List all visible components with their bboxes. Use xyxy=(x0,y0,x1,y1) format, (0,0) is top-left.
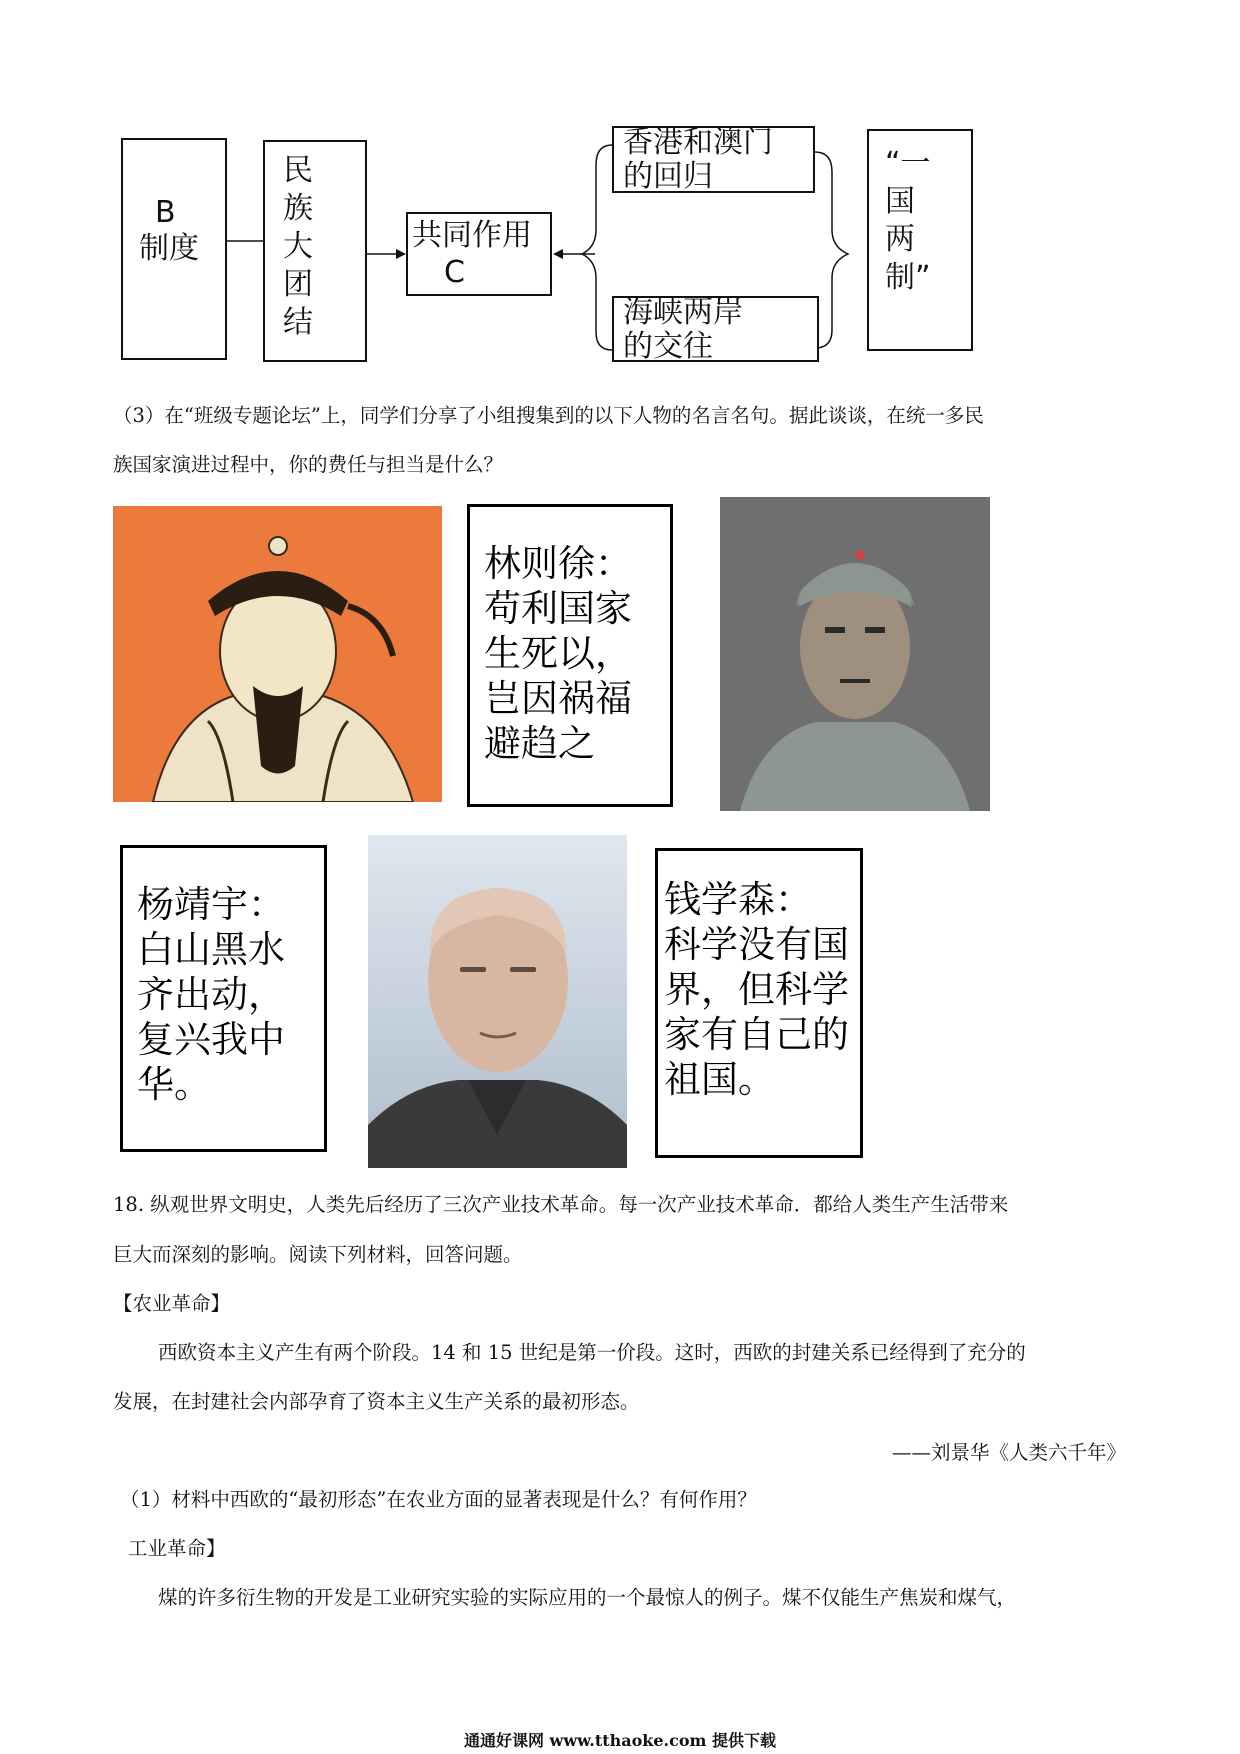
sub-question-1: （1）材料中西欧的“最初形态”在农业方面的显著表现是什么？有何作用？ xyxy=(120,1488,757,1511)
material-1-line-2: 发展，在封建社会内部孕育了资本主义生产关系的最初形态。 xyxy=(113,1390,640,1413)
quote-card-lin-zexu xyxy=(467,504,673,807)
box-cross-strait-exchange xyxy=(612,296,819,362)
box-hk-macau-return xyxy=(612,126,815,193)
quote-yang-line-5: 华。 xyxy=(137,1063,211,1106)
strait-line-1: 海峡两岸 xyxy=(623,295,743,330)
box-joint-label: 共同作用 xyxy=(412,218,532,253)
quote-qian-line-2: 科学没有国 xyxy=(664,923,849,966)
one-country-line-2: 国 xyxy=(885,184,915,219)
box-joint-effect xyxy=(406,212,552,296)
left-brace-icon xyxy=(582,145,612,350)
question-3-line-2: 族国家演进过程中，你的费任与担当是什么？ xyxy=(113,453,504,476)
heading-industrial-revolution: 工业革命】 xyxy=(128,1537,226,1560)
material-1-line-1: 西欧资本主义产生有两个阶段。14 和 15 世纪是第一价段。这时，西欧的封建关系已经得到了充分的 xyxy=(158,1341,1026,1364)
quote-lin-line-5: 避趋之 xyxy=(484,722,595,765)
one-country-line-1: “一 xyxy=(885,146,931,181)
one-country-line-4: 制” xyxy=(885,260,931,295)
quote-yang-line-3: 齐出动， xyxy=(137,973,285,1016)
question-18-line-1: 18. 纵观世界文明史，人类先后经历了三次产业技术革命。每一次产业技术革命．都给人类生产生活带来 xyxy=(113,1193,1009,1216)
quote-qian-line-5: 祖国。 xyxy=(664,1058,775,1101)
quote-card-yang-jingyu xyxy=(120,845,327,1152)
arrowhead-right-icon xyxy=(396,249,406,259)
question-3-line-1: （3）在“班级专题论坛”上，同学们分享了小组搜集到的以下人物的名言名句。据此谈谈，在统一多民 xyxy=(113,404,984,427)
material-1-source: ——刘景华《人类六千年》 xyxy=(891,1441,1126,1464)
material-2-line-1: 煤的许多衍生物的开发是工业研究实验的实际应用的一个最惊人的例子。煤不仅能生产焦炭和煤气， xyxy=(158,1586,1017,1609)
box-joint-c: C xyxy=(444,255,465,290)
heading-agricultural-revolution: 【农业革命】 xyxy=(113,1292,231,1315)
box-unity-label: 民族大团结 xyxy=(283,153,313,340)
portrait-lin-zexu xyxy=(113,506,442,802)
quote-qian-line-3: 界，但科学 xyxy=(664,968,849,1011)
quote-qian-line-4: 家有自己的 xyxy=(664,1013,849,1056)
portrait-qian-xuesen xyxy=(368,835,627,1168)
box-b-label-2: 制度 xyxy=(139,231,199,266)
quote-lin-line-4: 岂因祸福 xyxy=(484,677,632,720)
quote-yang-line-2: 白山黑水 xyxy=(137,928,285,971)
quote-lin-line-3: 生死以， xyxy=(484,632,632,675)
quote-card-qian-xuesen xyxy=(655,848,863,1158)
question-18-line-2: 巨大而深刻的影响。阅读下列材料，回答问题。 xyxy=(113,1243,523,1266)
one-country-line-3: 两 xyxy=(885,222,915,257)
quote-qian-line-1: 钱学森： xyxy=(664,878,812,921)
hk-macau-line-2: 的回归 xyxy=(623,159,713,194)
strait-line-2: 的交往 xyxy=(623,329,713,364)
quote-lin-line-2: 苟利国家 xyxy=(484,587,632,630)
box-b-system xyxy=(121,138,227,360)
right-brace-icon xyxy=(815,152,848,348)
box-one-country-two-systems xyxy=(867,129,973,351)
portrait-yang-jingyu xyxy=(720,497,990,811)
hk-macau-line-1: 香港和澳门 xyxy=(623,125,773,160)
quote-lin-line-1: 林则徐： xyxy=(484,542,632,585)
quote-yang-line-4: 复兴我中 xyxy=(137,1018,285,1061)
box-b-label: B xyxy=(155,195,176,230)
box-national-unity xyxy=(263,140,367,362)
quote-yang-line-1: 杨靖宇： xyxy=(137,883,285,926)
page-footer: 通通好课网 www.tthaoke.com 提供下载 xyxy=(463,1731,777,1750)
arrowhead-left-icon xyxy=(553,249,563,259)
